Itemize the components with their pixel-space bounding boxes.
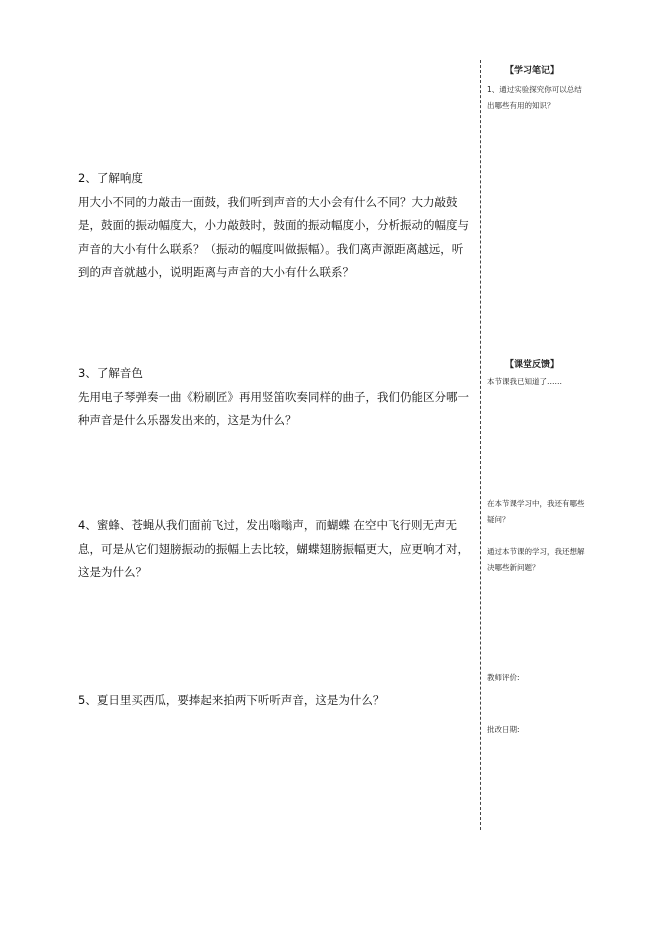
feedback-panel bbox=[487, 358, 587, 390]
section-body: 用大小不同的力敲击一面鼓，我们听到声音的大小会有什么不同？大力敲鼓是，鼓面的振动幅度大，小力敲鼓时，鼓面的振动幅度小，分析振动的幅度与声音的大小有什么联系？（振动的幅度叫做振幅）。我们离声源距离越远，听到的声音就越小，说明距离与声音的大小有什么联系？ bbox=[78, 194, 469, 279]
grade-date: 批改日期: bbox=[487, 725, 520, 734]
feedback-unsolved bbox=[487, 544, 587, 576]
feedback-learned: 本节课我已知道了…… bbox=[487, 377, 562, 386]
section-loudness bbox=[78, 167, 470, 285]
feedback-title: 【课堂反馈】 bbox=[504, 360, 559, 370]
notes-item: 1、通过实验探究你可以总结出哪些有用的知识？ bbox=[487, 85, 582, 110]
notes-panel bbox=[487, 64, 587, 114]
section-question-4 bbox=[78, 514, 470, 585]
section-body: 5、夏日里买西瓜，要捧起来拍两下听听声音，这是为什么？ bbox=[78, 693, 385, 707]
section-title: 3、了解音色 bbox=[78, 366, 143, 380]
section-timbre bbox=[78, 362, 470, 433]
feedback-doubts bbox=[487, 496, 587, 528]
feedback-unsolved-text: 通过本节课的学习，我还想解决哪些新问题？ bbox=[487, 547, 585, 572]
feedback-doubts-text: 在本节课学习中，我还有哪些疑问？ bbox=[487, 499, 585, 524]
section-body: 4、蜜蜂、苍蝇从我们面前飞过，发出嗡嗡声，而蝴蝶 在空中飞行则无声无息，可是从它们翅膀振动的振幅上去比较，蝴蝶翅膀振幅更大，应更响才对，这是为什么？ bbox=[78, 518, 469, 579]
section-body: 先用电子琴弹奏一曲《粉刷匠》再用竖笛吹奏同样的曲子，我们仍能区分哪一种声音是什么乐器发出来的，这是为什么？ bbox=[78, 389, 469, 427]
teacher-comment: 教师评价: bbox=[487, 673, 520, 682]
notes-title: 【学习笔记】 bbox=[504, 66, 559, 76]
margin-divider bbox=[480, 60, 481, 830]
section-title: 2、了解响度 bbox=[78, 171, 143, 185]
section-question-5 bbox=[78, 689, 470, 713]
